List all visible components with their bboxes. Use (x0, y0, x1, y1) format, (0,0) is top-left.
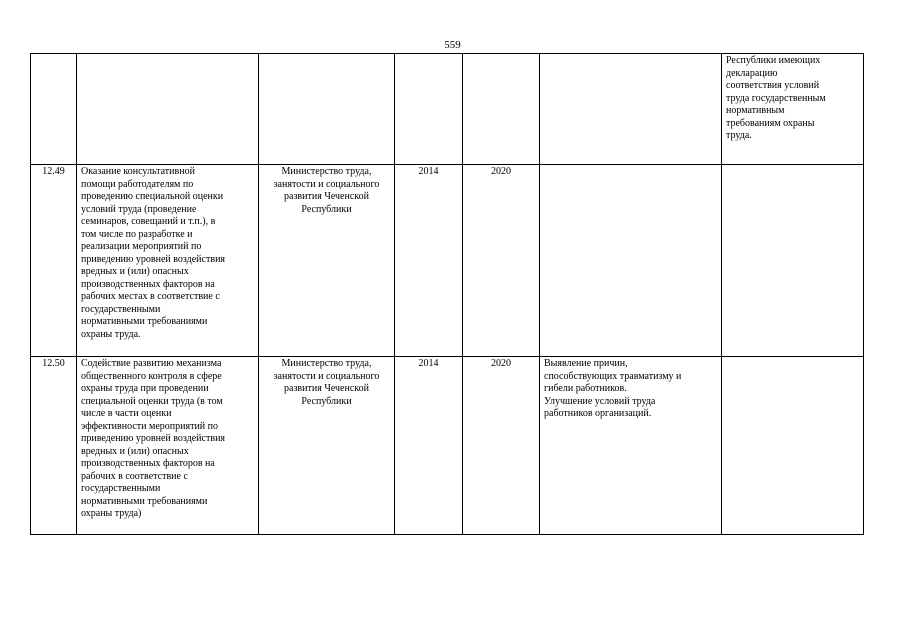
table-row (31, 357, 864, 535)
text-line: приведению уровней воздействия (81, 253, 226, 265)
cell-action (77, 165, 259, 357)
text-line: вредных и (или) опасных (81, 266, 189, 277)
text-line: эффективности мероприятий по (81, 420, 218, 432)
text-line: помощи работодателям по (81, 178, 194, 190)
text-line: реализации мероприятий по (81, 241, 202, 252)
text-line: условий труда (проведение (81, 203, 197, 215)
text-line: Министерство труда, (281, 358, 372, 369)
text-line: числе в части оценки (81, 408, 172, 419)
cell-indicator (722, 357, 864, 535)
text-line: рабочих местах в соответствие с (81, 291, 220, 302)
text-line: специальной оценки труда (в том (81, 395, 223, 407)
text-line: рабочих в соответствие с (81, 470, 188, 482)
text-line: общественного контроля в сфере (81, 370, 222, 382)
text-line: государственными (81, 303, 161, 315)
text-line: гибели работников. (544, 383, 627, 394)
text-line: труда. (726, 130, 752, 141)
plan-table (30, 53, 864, 535)
cell-end-year (463, 54, 540, 165)
text-line: Содействие развитию механизма (81, 358, 222, 369)
cell-start-year: 2014 (395, 357, 463, 535)
text-line: охраны труда) (81, 508, 142, 519)
cell-action (77, 357, 259, 535)
text-line: охраны труда. (81, 328, 141, 340)
text-line: нормативными требованиями (81, 316, 208, 327)
text-line: Республики (301, 395, 352, 407)
table-row (31, 165, 864, 357)
text-line: труда государственным (726, 92, 826, 104)
text-line: Республики имеющих (726, 55, 821, 66)
cell-indicator (722, 165, 864, 357)
text-line: приведению уровней воздействия (81, 433, 226, 444)
page-number: 559 (444, 39, 461, 51)
cell-action (77, 54, 259, 165)
text-line: охраны труда при проведении (81, 383, 209, 394)
text-line: развития Чеченской (284, 383, 369, 394)
text-line: производственных факторов на (81, 278, 215, 290)
text-line: соответствия условий (726, 80, 820, 91)
text-line: способствующих травматизму и (544, 370, 682, 382)
text-line: том числе по разработке и (81, 228, 193, 240)
cell-number: 12.50 (31, 357, 77, 535)
text-line: вредных и (или) опасных (81, 445, 189, 457)
cell-start-year (395, 54, 463, 165)
text-line: Республики (301, 203, 352, 215)
text-line: производственных факторов на (81, 458, 215, 469)
text-line: нормативными требованиями (81, 495, 208, 507)
cell-end-year: 2020 (463, 357, 540, 535)
table-row-continuation (31, 54, 864, 165)
text-line: требованиям охраны (726, 117, 815, 129)
text-line: развития Чеченской (284, 191, 369, 202)
cell-result (540, 165, 722, 357)
text-line: проведению специальной оценки (81, 191, 224, 202)
cell-end-year: 2020 (463, 165, 540, 357)
text-line: нормативным (726, 105, 785, 116)
text-line: декларацию (726, 67, 778, 79)
text-line: Выявление причин, (544, 358, 628, 369)
text-line: государственными (81, 483, 161, 494)
cell-number: 12.49 (31, 165, 77, 357)
text-line: Улучшение условий труда (544, 395, 656, 407)
cell-number (31, 54, 77, 165)
cell-result (540, 54, 722, 165)
text-line: занятости и социального (273, 370, 380, 382)
text-line: занятости и социального (273, 178, 380, 190)
cell-start-year: 2014 (395, 165, 463, 357)
text-line: Министерство труда, (281, 166, 372, 177)
cell-executor (259, 165, 395, 357)
text-line: Оказание консультативной (81, 166, 195, 177)
cell-executor (259, 357, 395, 535)
text-line: работников организаций. (544, 408, 652, 419)
cell-executor (259, 54, 395, 165)
cell-result (540, 357, 722, 535)
cell-indicator (722, 54, 864, 165)
text-line: семинаров, совещаний и т.п.), в (81, 216, 216, 227)
